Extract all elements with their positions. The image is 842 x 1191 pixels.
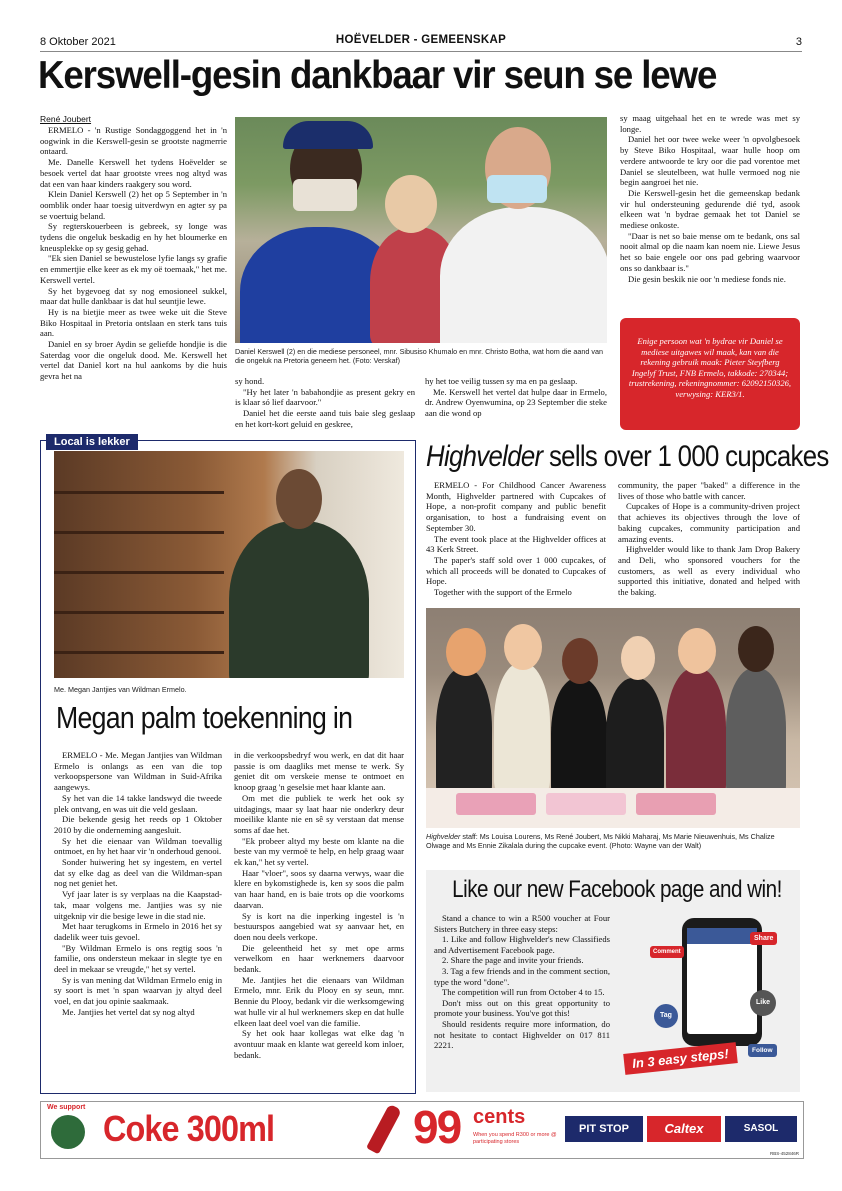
kerswell-headline: Kerswell-gesin dankbaar vir seun se lewe — [38, 54, 717, 97]
megan-column-2: in die verkoopsbedryf wou werk, en dat dit haar passie is om daagliks met mense te werk. Sy geniet dit om verskeie mense te ontmoet en knoop graag 'n geselsie met haar klante aan. Om met die publiek te werk het ook sy uitdagings, maar sy laat haar nie onderkry deur moeilike klante nie en sê sy verstaan dat mense soms af dae het. "Ek probeer altyd my beste om klante na die beste van my vermoë te help, en help graag waar ek kan," het sy vertel. Haar "vloer", soos sy daarna verwys, waar die klere en bykomstighede is, ken sy soos die palm van haar hand, en is baie trots op die voorkoms daarvan. Sy is kort na die inperking ingestel is 'n bestuurspos aangebied wat sy aanvaar het, en doen nou deels verkope. Die geleentheid het sy met ope arms verwelkom en haar werknemers daarvoor bedank. Me. Jantjies het die eienaars van Wildman Ermelo, mnr. Erik du Plooy en sy seun, mnr. Bennie du Plooy, bedank vir die werksomgewing wat hulle vir al hul werknemers skep en dat hulle elkeen laat deel voel van die familie. Sy het ook haar kollegas wat elke dag 'n avontuur maak en klante wat gereeld kom inloer, bedank. — [234, 750, 404, 1060]
megan-headline: Megan palm toekenning in — [56, 700, 353, 735]
section-title: HOËVELDER - GEMEENSKAP — [335, 34, 507, 46]
kerswell-column-2: sy hond. "Hy het later 'n babahondjie as present gekry en is klaar só lief daarvoor." Daniel het die eerste aand tuis baie sleg geslaap en het kort-kort geluid en geskree, — [235, 376, 415, 429]
follow-bubble: Follow — [748, 1044, 777, 1057]
easy-steps-banner: In 3 easy steps! — [623, 1042, 737, 1075]
kerswell-column-4: sy maag uitgehaal het en te wrede was met sy longe. Daniel het oor twee weke weer 'n opvolgbesoek by Steve Biko Hospitaal, waar hulle hoop om verdere antwoorde te kry oor die pad vorentoe met Daniel se sleutelbeen, wat hulle vermoed nog nie begin aangroei het nie. Die Kerswell-gesin het die gemeenskap bedank vir hul ondersteuning gedurende dié tyd, asook elkeen wat 'n bydrae gemaak het tot Daniel se mediese onkoste. "Daar is net so baie mense om te bedank, ons sal nooit almal op die naam kan noem nie. Liewe Jesus het so baie engele oor ons pad gebring waarvoor ons so dankbaar is." Die gesin beskik nie oor 'n mediese fonds nie. — [620, 113, 800, 284]
ad-price: 99 — [413, 1101, 461, 1153]
page-number: 3 — [795, 36, 802, 48]
ad-product: Coke 300ml — [103, 1108, 275, 1149]
cupcakes-column-2: community, the paper "baked" a difference in the lives of those who battle with cancer. Cupcakes of Hope is a community-driven project that achieves its objectives through the love of baking cupcakes, community participation and amazing events. Highvelder would like to thank Jam Drop Bakery and Deli, who sponsored vouchers for the customers, as well as every individual who supported this initiative, donated and helped with the baking. — [618, 480, 800, 598]
issue-date: 8 Oktober 2021 — [40, 36, 116, 48]
kerswell-column-3: hy het toe veilig tussen sy ma en pa geslaap. Me. Kerswell het vertel dat hulpe daar in Ermelo, dr. Andrew Oyenwumina, op 23 September die steke aan die wond op — [425, 376, 607, 419]
comment-bubble: Comment — [650, 946, 684, 958]
coke-advert — [40, 1101, 804, 1159]
like-bubble: Like — [750, 990, 776, 1016]
cupcakes-photo — [426, 608, 800, 828]
caltex-logo: Caltex — [647, 1116, 721, 1142]
tag-bubble: Tag — [654, 1004, 678, 1028]
facebook-promo-box — [426, 870, 800, 1092]
share-bubble: Share — [750, 932, 777, 945]
megan-photo — [54, 451, 404, 678]
megan-photo-caption: Me. Megan Jantjies van Wildman Ermelo. — [54, 685, 187, 694]
byline: René Joubert — [40, 114, 92, 124]
pitstop-logo: PIT STOP — [565, 1116, 643, 1142]
local-tag: Local is lekker — [46, 434, 138, 450]
cupcakes-photo-caption: Highvelder staff: Ms Louisa Lourens, Ms René Joubert, Ms Nikki Maharaj, Ms Marie Nieuwenhuis, Ms Chalize Olwage and Ms Ennie Zikalala during the cupcake event. (Photo: Wayne van der Walt) — [426, 832, 775, 850]
facebook-text: Stand a chance to win a R500 voucher at Four Sisters Butchery in three easy steps: 1. Like and follow Highvelder's new Classifieds and Advertisement Facebook page. 2. Share the page and invite your friends. 3. Tag a few friends and in the comment section, type the word "done". The competition will run from October 4 to 15. Don't miss out on this great opportunity to promote your business. You've got this! Should residents require more information, do not hesitate to contact Highvelder on 017 811 2221. — [434, 913, 610, 1051]
crest-logo — [51, 1115, 85, 1149]
ad-reference: RBS-452846R — [769, 1151, 799, 1156]
ad-price-unit: cents — [473, 1106, 526, 1128]
coke-bottle-graphic — [359, 1104, 409, 1154]
cupcakes-headline: Highvelder sells over 1 000 cupcakes — [426, 440, 829, 473]
sasol-logo: SASOL — [725, 1116, 797, 1142]
donation-box — [620, 318, 800, 430]
megan-column-1: ERMELO - Me. Megan Jantjies van Wildman Ermelo is onlangs as een van die top verkoopspersone van Wildman in Suid-Afrika aangewys. Sy het van die 14 takke landswyd die tweede plek ontvang, en was uit die veld geslaan. Die bekende gesig het reeds op 1 Oktober 2010 by die onderneming aangesluit. Sy het die eienaar van Wildman toevallig ontmoet, en hy het haar vir 'n onderhoud genooi. Sonder huiwering het sy ingestem, en vertel dat sy elke dag as deel van die Wildman-span nog net geniet het. Vyf jaar later is sy verplaas na die Kaapstad-tak, maar volgens me. Jantjies was sy nie uitgeknip vir die besige lewe in die stad nie. Met haar terugkoms in Ermelo in 2016 het sy dadelik weer tuis gevoel. "By Wildman Ermelo is ons regtig soos 'n familie, ons ondersteun mekaar in slegte tye en deel in mekaar se vreugde," het sy vertel. Sy is van mening dat Wildman Ermelo enig in sy soort is met 'n span waarvan jy altyd deel voel, en dat jou opinie saakmaak. Me. Jantjies het vertel dat sy nog altyd — [54, 750, 222, 1017]
we-support-label: We support — [47, 1104, 86, 1111]
ad-price-note: When you spend R300 or more @ participating stores — [473, 1132, 557, 1145]
header-rule — [40, 51, 802, 52]
kerswell-photo — [235, 117, 607, 343]
cupcakes-column-1: ERMELO - For Childhood Cancer Awareness Month, Highvelder partnered with Cupcakes of Hope, a non-profit company and public benefit organisation, to host a fundraising event on September 30. The event took place at the Highvelder offices at 43 Kerk Street. The paper's staff sold over 1 000 cupcakes, of which all proceeds will be donated to Cupcakes of Hope. Together with the support of the Ermelo — [426, 480, 606, 598]
donation-text: Enige persoon wat 'n bydrae vir Daniel se mediese uitgawes wil maak, kan van die rekening gebruik maak: Pieter Steyfberg Ingelyf Trust, FNB Ermelo, takkode: 270344; trustrekening, rekeningnommer: 62092150326, verwysing: KER3/1. — [628, 336, 792, 399]
facebook-headline: Like our new Facebook page and win! — [452, 876, 782, 903]
kerswell-column-1: ERMELO - 'n Rustige Sondaggoggend het in 'n oogwink in die Kerswell-gesin se grootste nagmerrie ontaard. Me. Danelle Kerswell het tydens Hoëvelder se besoek vertel dat haar grootste vrees nog altyd was dat een van haar kinders raakgery sou word. Klein Daniel Kerswell (2) het op 5 September in 'n oomblik onder haar toesig uitverdwyn en agter sy pa se voertuig beland. Sy regterskouerbeen is gebreek, sy longe was tydens die ongeluk beskadig en hy het bloumerke en kneusplekke op sy gesig gehad. "Ek sien Daniel se bewustelose lyfie langs sy grafie en emmertjie elke keer as ek my oë toemaak," het me. Kerswell vertel. Sy het bygevoeg dat sy nog emosioneel sukkel, maar dat hulle dankbaar is dat hul seuntjie lewe. Hy is na bietjie meer as twee weke uit die Steve Biko Hospitaal in Pretoria ontslaan en sterk tans tuis aan. Daniel en sy broer Aydin se geliefde hondjie is die Saterdag voor die ongeluk dood. Me. Kerswell het vertel dat Daniel kort na hul aankoms by die huis gevra het na — [40, 125, 227, 382]
kerswell-photo-caption: Daniel Kerswell (2) en die mediese personeel, mnr. Sibusiso Khumalo en mnr. Christo Botha, wat hom die aand van die ongeluk na Pretoria geneem het. (Foto: Verskaf) — [235, 347, 603, 365]
